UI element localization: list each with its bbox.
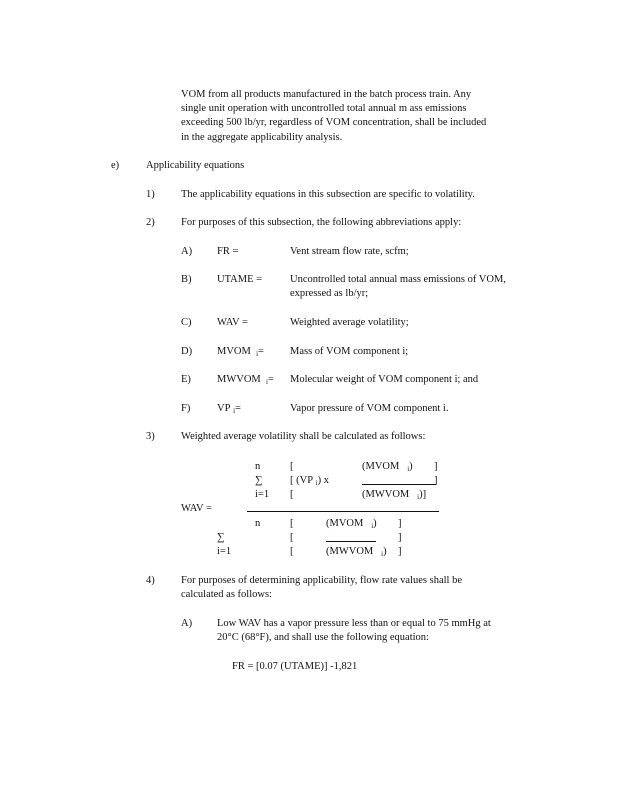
abbr-a-marker: A) [181,246,193,257]
eq-den-bracket-1: [ [290,518,294,529]
item-4a-line-1: Low WAV has a vapor pressure less than or equal to 75 mmHg at [217,618,491,629]
eq-num-mvom [362,460,413,476]
abbr-a-term: FR = [217,246,239,257]
eq-num-vp-tail: ) x [317,475,329,486]
eq-den-close-bracket-2: ] [398,532,402,543]
item-2-marker: 2) [146,217,155,228]
abbr-c-term: WAV = [217,317,248,328]
abbr-f-term [217,402,241,418]
item-4-marker: 4) [146,575,155,586]
eq-num-mvom-head: (MVOM [362,461,400,472]
eq-main-fraction-rule [247,511,439,512]
abbr-d-marker: D) [181,346,193,357]
eq-den-close-bracket-1: ] [398,518,402,529]
abbr-b-definition-line-1: Uncontrolled total annual mass emissions of VOM, [290,274,506,285]
eq-num-i: i=1 [255,489,270,500]
eq-den-bracket-2: [ [290,532,294,543]
eq-den-bracket-3: [ [290,546,294,557]
eq-den-mvom-head: (MVOM [326,518,364,529]
eq-lhs: WAV = [181,503,212,514]
eq-den-mvom [326,517,377,533]
item-1-text: The applicability equations in this subsection are specific to volatility. [181,189,475,200]
eq-num-mwvom [362,488,426,504]
section-e-marker: e) [111,160,120,171]
section-e-heading: Applicability equations [146,160,245,171]
abbr-f-definition: Vapor pressure of VOM component i. [290,403,449,414]
eq-den-sum-symbol: ∑ [217,532,225,543]
eq-num-vp-head: [ (VP [290,475,314,486]
intro-line-1: VOM from all products manufactured in the batch process train. Any [181,89,472,100]
eq-num-n: n [255,461,261,472]
abbr-e-marker: E) [181,374,191,385]
eq-num-close-bracket-2: ] [434,475,438,486]
item-3-marker: 3) [146,431,155,442]
item-4-line-1: For purposes of determining applicability, flow rate values shall be [181,575,462,586]
eq-num-close-bracket-1: ] [434,461,438,472]
eq-num-vp [290,474,329,490]
eq-num-bracket-1: [ [290,461,294,472]
intro-line-3: exceeding 500 lb/yr, regardless of VOM concentration, shall be included [181,117,487,128]
abbr-f-term-name: VP [217,403,231,414]
abbr-c-marker: C) [181,317,192,328]
eq-den-mvom-tail: ) [373,518,377,529]
eq-num-mwvom-head: (MWVOM [362,489,410,500]
item-1-marker: 1) [146,189,155,200]
abbr-a-definition: Vent stream flow rate, scfm; [290,246,409,257]
abbr-f-term-eq: = [235,403,241,414]
eq-num-bracket-3: [ [290,489,294,500]
eq-den-i: i=1 [217,546,232,557]
abbr-c-definition: Weighted average volatility; [290,317,409,328]
abbr-d-term-sub: i [256,350,259,358]
item-4a-marker: A) [181,618,193,629]
item-4a-line-2: 20°C (68°F), and shall use the following equation: [217,632,429,643]
abbr-e-term [217,373,274,389]
intro-line-2: single unit operation with uncontrolled total annual m ass emissions [181,103,467,114]
abbr-d-definition: Mass of VOM component i; [290,346,409,357]
abbr-b-definition-line-2: expressed as lb/yr; [290,288,369,299]
abbr-f-term-sub: i [233,407,236,415]
eq-den-mwvom-sub: i [381,550,384,558]
eq-num-mwvom-tail: )] [419,489,427,500]
eq-den-mwvom-head: (MWVOM [326,546,374,557]
eq-num-mwvom-sub: i [417,493,420,501]
abbr-e-definition: Molecular weight of VOM component i; and [290,374,479,385]
abbr-b-term: UTAME = [217,274,263,285]
item-3-text: Weighted average volatility shall be calculated as follows: [181,431,426,442]
eq-den-mwvom-tail: ) [383,546,387,557]
eq-den-inner-fraction-rule [326,541,376,542]
eq-den-n: n [255,518,261,529]
abbr-e-term-name: MWVOM [217,374,261,385]
item-4-line-2: calculated as follows: [181,589,272,600]
eq-den-mvom-sub: i [371,522,374,530]
item-2-text: For purposes of this subsection, the following abbreviations apply: [181,217,462,228]
abbr-d-term-name: MVOM [217,346,251,357]
abbr-d-term-eq: = [258,346,264,357]
eq-num-mvom-sub: i [407,465,410,473]
eq-inner-fraction-rule [362,484,436,485]
eq-num-vp-sub: i [315,479,318,487]
abbr-e-term-sub: i [266,378,268,386]
eq-den-close-bracket-3: ] [398,546,402,557]
fr-equation: FR = [0.07 (UTAME)] -1,821 [232,661,358,672]
eq-num-mvom-tail: ) [409,461,413,472]
abbr-e-term-eq: = [267,374,274,385]
abbr-b-marker: B) [181,274,192,285]
eq-num-sum-symbol: ∑ [255,475,263,486]
eq-den-mwvom [326,545,387,561]
abbr-f-marker: F) [181,403,191,414]
abbr-d-term [217,345,264,361]
intro-line-4: in the aggregate applicability analysis. [181,132,343,143]
